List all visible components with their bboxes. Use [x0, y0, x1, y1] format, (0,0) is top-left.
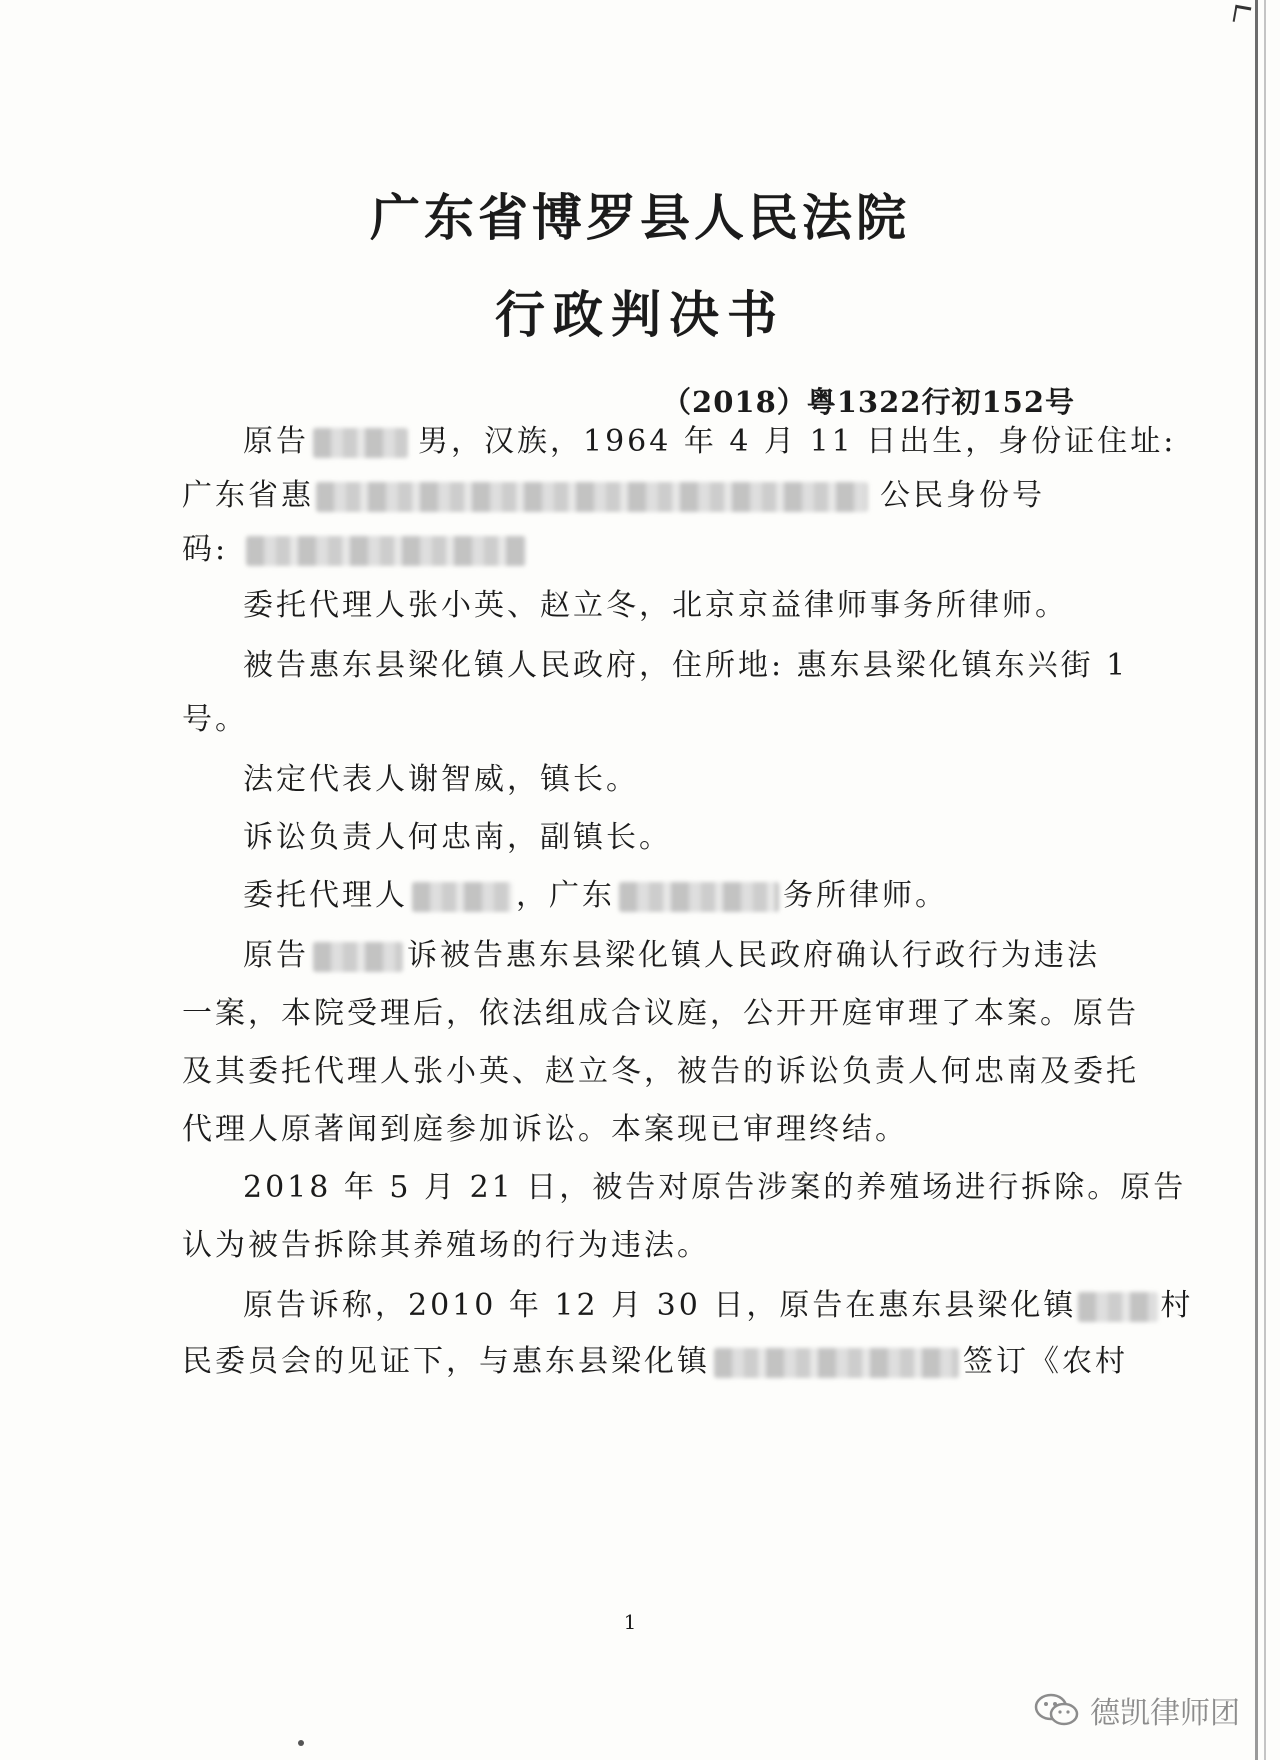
text-segment: 原告 [243, 938, 309, 973]
staple-mark [1233, 5, 1252, 25]
redaction-block [619, 882, 779, 912]
redaction-block [714, 1348, 959, 1378]
paragraph-claim-line1 [243, 1284, 1194, 1328]
paragraph-plaintiff-line2 [182, 474, 1080, 518]
watermark [1034, 1688, 1240, 1732]
paragraph-case-intro-line4: 代理人原著闻到庭参加诉讼。本案现已审理终结。 [182, 1112, 908, 1147]
redaction-block [316, 482, 868, 512]
paragraph-plaintiff-line1 [243, 420, 1177, 464]
paragraph-plaintiff-line3 [182, 528, 1080, 572]
text-segment: 村 [1160, 1288, 1194, 1323]
paragraph-defendant-line2: 号。 [182, 702, 248, 737]
text-segment: 诉被告惠东县梁化镇人民政府确认行政行为违法 [407, 938, 1100, 973]
text-segment: 务所律师。 [783, 878, 948, 913]
scan-edge [1255, 0, 1258, 1760]
text-segment: 原告诉称，2010 年 12 月 30 日，原告在惠东县梁化镇 [243, 1288, 1077, 1323]
watermark-text: 德凯律师团 [1090, 1696, 1240, 1731]
paragraph-litigation-head: 诉讼负责人何忠南，副镇长。 [243, 820, 672, 855]
paragraph-plaintiff-agent: 委托代理人张小英、赵立冬，北京京益律师事务所律师。 [243, 588, 1068, 623]
text-segment: 男，汉族，1964 年 4 月 11 日出生，身份证住址: [418, 424, 1177, 459]
document-type: 行政判决书 [495, 285, 785, 344]
paragraph-case-intro-line1 [243, 934, 1100, 978]
redaction-block [246, 536, 526, 566]
text-segment: 签订《农村 [963, 1344, 1128, 1379]
text-segment: 民委员会的见证下，与惠东县梁化镇 [182, 1344, 710, 1379]
redaction-block [1078, 1292, 1158, 1322]
paragraph-defendant-agent [243, 874, 1080, 918]
text-segment: 委托代理人 [243, 878, 408, 913]
text-segment: 广东省惠 [182, 478, 314, 513]
redaction-block [313, 942, 403, 972]
case-number: （2018）粤1322行初152号 [662, 385, 1075, 419]
paragraph-claim-line2 [182, 1340, 1128, 1384]
text-segment: 码: [182, 532, 229, 567]
text-segment: 原告 [243, 424, 309, 459]
court-name: 广东省博罗县人民法院 [370, 188, 910, 247]
text-segment: ，广东 [516, 878, 615, 913]
redaction-block [313, 428, 408, 458]
paragraph-facts-line1: 2018 年 5 月 21 日，被告对原告涉案的养殖场进行拆除。原告 [243, 1170, 1187, 1205]
scan-edge-inner [1264, 0, 1266, 1760]
paragraph-legal-representative: 法定代表人谢智威，镇长。 [243, 762, 639, 797]
paragraph-case-intro-line2: 一案，本院受理后，依法组成合议庭，公开开庭审理了本案。原告 [182, 996, 1139, 1031]
text-segment: 公民身份号 [880, 478, 1045, 513]
paragraph-case-intro-line3: 及其委托代理人张小英、赵立冬，被告的诉讼负责人何忠南及委托 [182, 1054, 1139, 1089]
scan-speck [298, 1740, 304, 1746]
paragraph-facts-line2: 认为被告拆除其养殖场的行为违法。 [182, 1228, 710, 1263]
wechat-icon [1034, 1692, 1080, 1728]
paragraph-defendant-line1: 被告惠东县梁化镇人民政府，住所地: 惠东县梁化镇东兴街 1 [243, 648, 1129, 683]
redaction-block [412, 882, 512, 912]
page-number: 1 [623, 1610, 637, 1634]
